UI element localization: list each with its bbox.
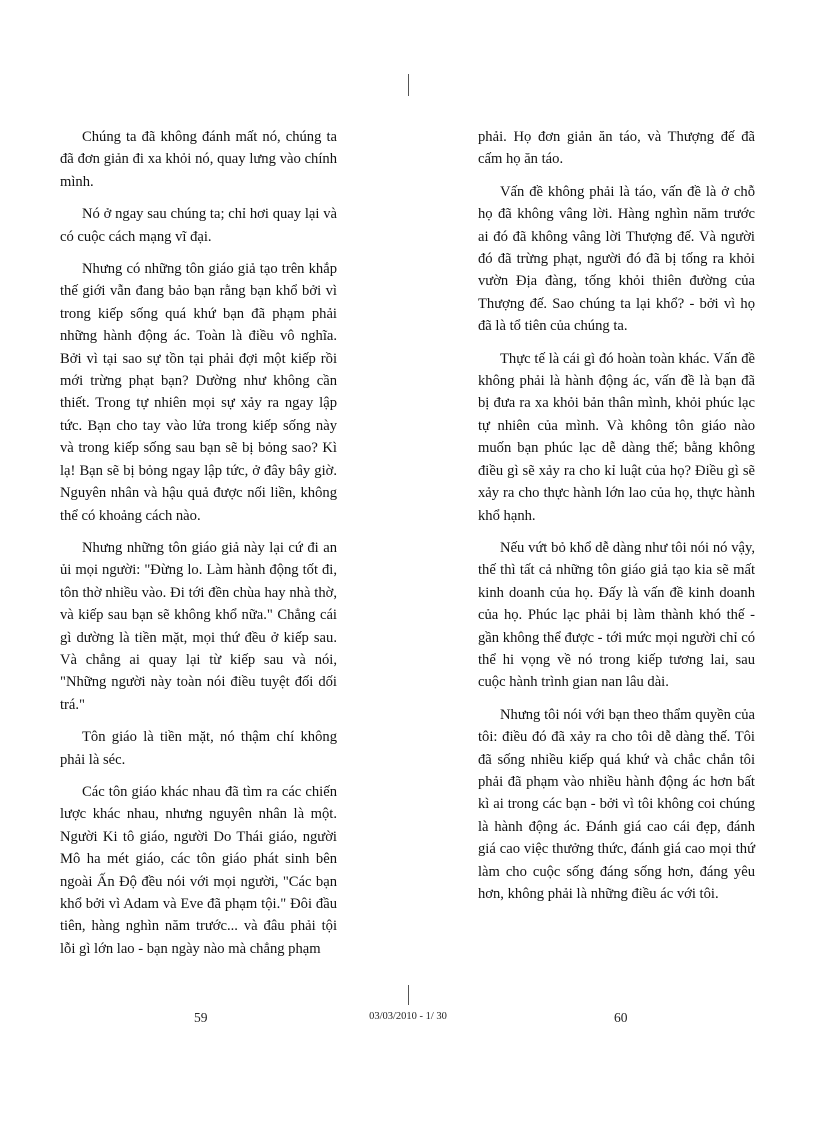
center-fold-mark-top [408, 74, 409, 96]
left-paragraph-1: Chúng ta đã không đánh mất nó, chúng ta đã đơn giản đi xa khỏi nó, quay lưng vào chính mình. [60, 129, 337, 190]
right-continuation-paragraph: phải. Họ đơn giản ăn táo, và Thượng đế đã cấm họ ăn táo. [478, 129, 755, 168]
right-page-column [478, 126, 755, 915]
right-paragraph-3: Nếu vứt bỏ khổ dễ dàng như tôi nói nó vậy, thế thì tất cả những tôn giáo giả tạo kia sẽ mất kinh doanh của họ. Đấy là vấn đề kinh doanh của họ. Phúc lạc phải bị làm thành khó thế - gần không thể được - tới mức mọi người chỉ có thể hi vọng về nó trong kiếp tương lai, sau cuộc hành trình gian nan lâu dài. [478, 539, 755, 691]
right-page-number: 60 [614, 1010, 628, 1025]
left-page-number: 59 [194, 1010, 208, 1025]
right-paragraph-2: Thực tế là cái gì đó hoàn toàn khác. Vấn đề không phải là hành động ác, vấn đề là bạn đã bị đưa ra xa khỏi bản thân mình, khỏi phúc lạc tự nhiên của mình. Và không tôn giáo nào muốn bạn phúc lạc dễ dàng thế; bằng không điều gì sẽ xảy ra cho kỉ luật của họ? Điều gì sẽ xảy ra cho thực hành lớn lao của họ, thực hành khổ hạnh. [478, 350, 755, 524]
footer-date-stamp: 03/03/2010 - 1/ 30 [369, 1011, 447, 1022]
left-page-column [60, 126, 337, 970]
left-paragraph-2: Nó ở ngay sau chúng ta; chỉ hơi quay lại và có cuộc cách mạng vĩ đại. [60, 206, 337, 245]
right-paragraph-1: Vấn đề không phải là táo, vấn đề là ở chỗ họ đã không vâng lời. Hàng nghìn năm trước ai đó đã không vâng lời Thượng đế. Và người đó đã trừng phạt, người đó đã bị tống ra khỏi vườn Địa đàng, tống khỏi thiên đường của Thượng đế. Sao chúng ta lại khổ? - bởi vì họ đã là tổ tiên của chúng ta. [478, 183, 755, 335]
left-paragraph-6: Các tôn giáo khác nhau đã tìm ra các chiến lược khác nhau, nhưng nguyên nhân là một. Người Ki tô giáo, người Do Thái giáo, người Mô ha mét giáo, các tôn giáo phát sinh bên ngoài Ấn Độ đều nói với mọi người, "Các bạn khổ bởi vì Adam và Eve đã phạm tội." Đôi đầu tiên, hàng nghìn năm trước... và đâu phải tội lỗi gì lớn lao - bạn ngày nào mà chẳng phạm [60, 783, 337, 957]
left-paragraph-3: Nhưng có những tôn giáo giả tạo trên khắp thế giới vẫn đang bảo bạn rằng bạn khổ bởi vì trong kiếp sống quá khứ bạn đã phạm phải những hành động ác. Toàn là điều vô nghĩa. Bởi vì tại sao sự tồn tại phải đợi một kiếp rồi mới trừng phạt bạn? Dường như không cần thiết. Trong tự nhiên mọi sự xảy ra ngay lập tức. Bạn cho tay vào lửa trong kiếp sống này và trong kiếp sống sau bạn sẽ bị bỏng sao? Kì lạ! Bạn sẽ bị bỏng ngay lập tức, ở đây bây giờ. Nguyên nhân và hậu quả được nối liền, không thể có khoảng cách nào. [60, 261, 337, 524]
left-paragraph-4: Nhưng những tôn giáo giả này lại cứ đi an ủi mọi người: "Đừng lo. Làm hành động tốt đi, tôn thờ nhiều vào. Đi tới đền chùa hay nhà thờ, và kiếp sau bạn sẽ không khổ nữa." Chẳng cái gì dường là tiền mặt, mọi thứ đều ở kiếp sau. Và chẳng ai quay lại từ kiếp sau và nói, "Những người này toàn nói điều tuyệt đối dối trá." [60, 539, 337, 713]
center-fold-mark-bottom [408, 985, 409, 1005]
left-paragraph-5: Tôn giáo là tiền mặt, nó thậm chí không phải là séc. [60, 729, 337, 768]
right-paragraph-4: Nhưng tôi nói với bạn theo thẩm quyền của tôi: điều đó đã xảy ra cho tôi dễ dàng thế. Tôi đã sống nhiều kiếp quá khứ và chắc chắn tôi phải đã phạm vào nhiều hành động ác hơn bất kì ai trong các bạn - bởi vì tôi không coi chúng là hành động ác. Đánh giá cao cái đẹp, đánh giá cao việc thưởng thức, đánh giá cao mọi thứ làm cho cuộc sống đáng sống hơn, đáng yêu hơn, không phải là những điều ác với tôi. [478, 706, 755, 902]
